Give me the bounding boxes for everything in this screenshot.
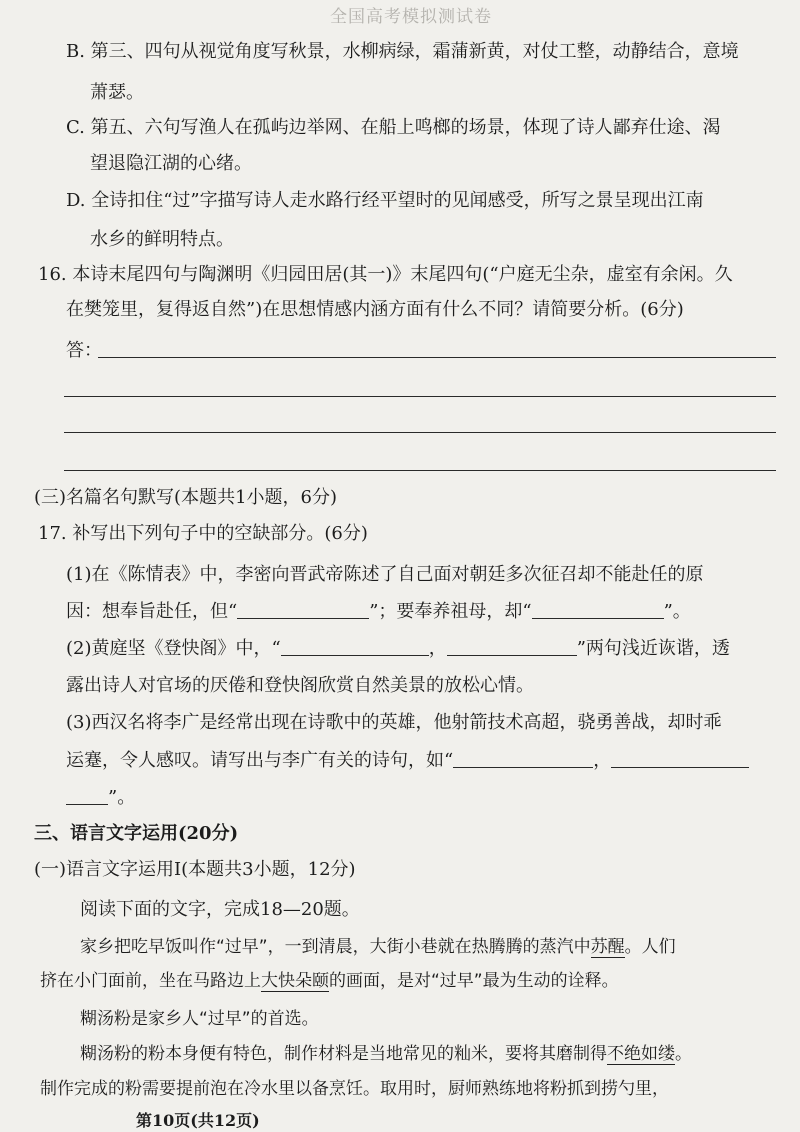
passage-line-3: 糊汤粉是家乡人“过早”的首选。	[80, 1009, 319, 1029]
answer-label: 答：	[66, 340, 102, 361]
option-b-line-2: 萧瑟。	[90, 82, 144, 103]
passage-text: 家乡把吃早饭叫作“过早”，一到清晨，大街小巷就在热腾腾的蒸汽中	[80, 937, 591, 957]
passage-text: 糊汤粉的粉本身便有特色，制作材料是当地常见的籼米，要将其磨制得	[80, 1044, 607, 1064]
q17-2-line-2: 露出诗人对官场的厌倦和登快阁欣赏自然美景的放松心情。	[66, 675, 534, 696]
reading-instruction: 阅读下面的文字，完成18—20题。	[80, 899, 360, 920]
underlined-word-suxing: 苏醒	[590, 937, 625, 957]
option-d-line-2: 水乡的鲜明特点。	[90, 229, 234, 250]
passage-text: 挤在小门面前，坐在马路边上	[40, 971, 261, 991]
page-number-footer: 第10页(共12页)	[136, 1111, 260, 1130]
answer-line-3[interactable]	[64, 432, 776, 433]
passage-line-5: 制作完成的粉需要提前泡在冷水里以备烹饪。取用时，厨师熟练地将粉抓到捞勺里，	[40, 1079, 669, 1099]
question-16-line-2: 在樊笼里，复得返自然”)在思想情感内涵方面有什么不同？请简要分析。(6分)	[66, 299, 684, 320]
q17-2-text-c: ”两句浅近诙谐，透	[576, 638, 730, 659]
q17-3-blank-1[interactable]	[453, 749, 593, 768]
question-16-line-1: 16. 本诗末尾四句与陶渊明《归园田居(其一)》末尾四句(“户庭无尘杂，虚室有余闲。久	[38, 264, 733, 285]
option-c-line-1: C. 第五、六句写渔人在孤屿边举网、在船上鸣榔的场景，体现了诗人鄙弃仕途、渴	[66, 117, 721, 138]
question-17-stem: 17. 补写出下列句子中的空缺部分。(6分)	[38, 523, 368, 544]
q17-3-blank-2[interactable]	[611, 749, 749, 768]
q17-1-line-1: (1)在《陈情表》中，李密向晋武帝陈述了自己面对朝廷多次征召却不能赴任的原	[66, 564, 704, 585]
passage-line-1	[80, 936, 676, 958]
passage-text: 。人们	[624, 937, 676, 957]
q17-3-line-3	[66, 786, 135, 809]
section-3-title: (三)名篇名句默写(本题共1小题，6分)	[34, 487, 337, 508]
q17-2-blank-1[interactable]	[281, 637, 429, 656]
answer-line-4[interactable]	[64, 470, 776, 471]
answer-line-1[interactable]	[98, 357, 776, 358]
q17-2-blank-2[interactable]	[447, 637, 577, 656]
faint-header-text: 全国高考模拟测试卷	[330, 7, 492, 27]
q17-3-text-end: ”。	[108, 787, 136, 808]
q17-2-text-a: (2)黄庭坚《登快阁》中，“	[66, 638, 281, 659]
passage-line-2	[40, 970, 619, 992]
q17-1-blank-2[interactable]	[532, 600, 664, 619]
q17-3-blank-3[interactable]	[66, 786, 108, 805]
part-3-title: 三、语言文字运用(20分)	[34, 823, 239, 844]
option-b-line-1: B. 第三、四句从视觉角度写秋景，水柳病绿，霜蒲新黄，对仗工整，动静结合，意境	[66, 41, 739, 62]
q17-1-text-b: ”；要奉养祖母，却“	[369, 601, 532, 622]
q17-2-line-1	[66, 637, 730, 660]
underlined-word-dakuaiduoyi: 大快朵颐	[261, 971, 329, 991]
q17-3-text-a: 运蹇，令人感叹。请写出与李广有关的诗句，如“	[66, 750, 454, 771]
q17-1-text-c: ”。	[663, 601, 691, 622]
option-d-line-1: D. 全诗扣住“过”字描写诗人走水路行经平望时的见闻感受，所写之景呈现出江南	[66, 190, 704, 211]
answer-line-2[interactable]	[64, 396, 776, 397]
part-3-subsection-1: (一)语言文字运用Ⅰ(本题共3小题，12分)	[34, 859, 356, 880]
q17-3-line-2	[66, 749, 749, 772]
passage-line-4	[80, 1043, 692, 1065]
q17-1-text-a: 因：想奉旨赴任，但“	[66, 601, 238, 622]
underlined-word-bujueruliu: 不绝如缕	[607, 1044, 675, 1064]
q17-3-line-1: (3)西汉名将李广是经常出现在诗歌中的英雄，他射箭技术高超，骁勇善战，却时乖	[66, 712, 722, 733]
passage-text: 的画面，是对“过早”最为生动的诠释。	[329, 971, 619, 991]
q17-2-text-b: ，	[428, 638, 447, 659]
q17-1-blank-1[interactable]	[237, 600, 369, 619]
option-c-line-2: 望退隐江湖的心绪。	[90, 153, 252, 174]
q17-1-line-2	[66, 600, 691, 623]
passage-text: 。	[675, 1044, 692, 1064]
q17-3-text-b: ，	[593, 750, 612, 771]
